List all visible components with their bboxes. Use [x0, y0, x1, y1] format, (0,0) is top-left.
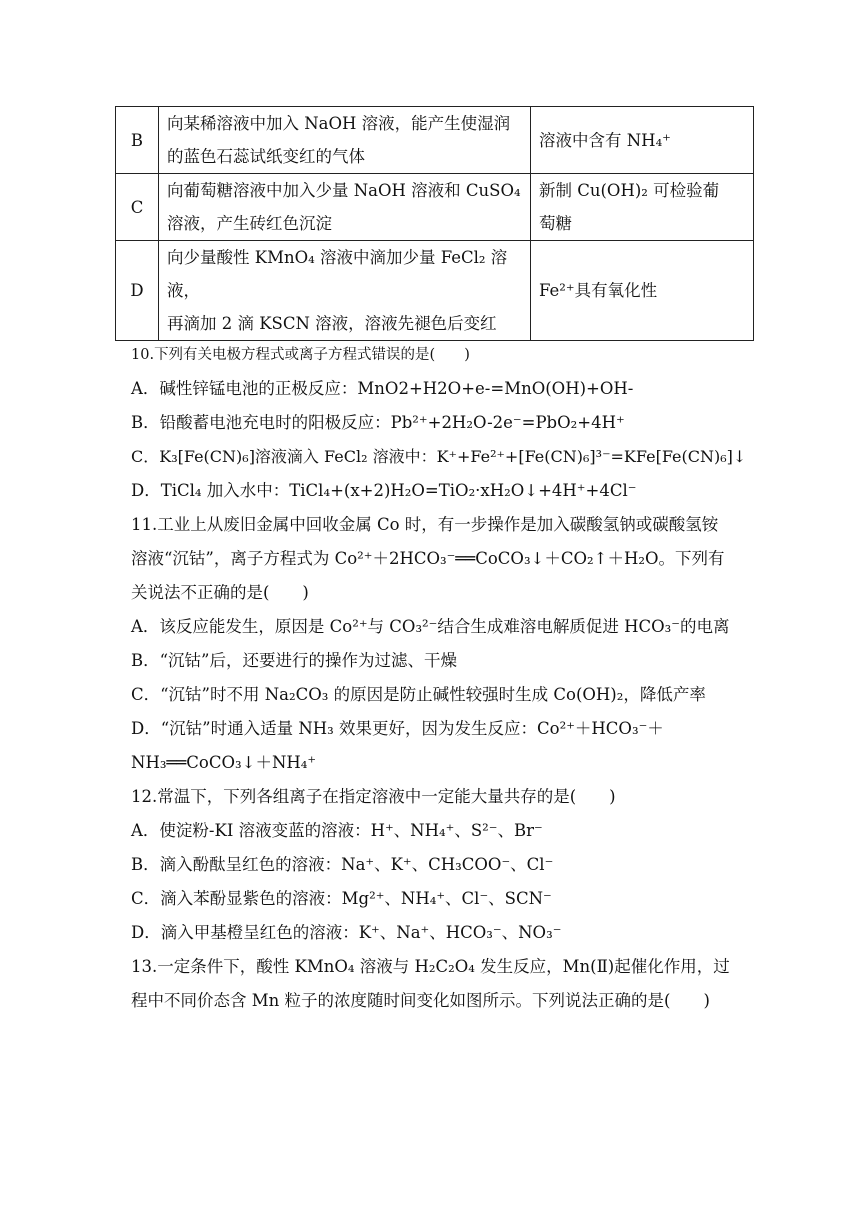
question-stem-text: 常温下，下列各组离子在指定溶液中一定能大量共存的是( )	[157, 787, 616, 806]
conclusion-line: Fe²⁺具有氧化性	[539, 281, 658, 300]
table-cell-option: B	[116, 107, 159, 174]
question-12-option-b: B．滴入酚酞呈红色的溶液：Na⁺、K⁺、CH₃COO⁻、Cl⁻	[131, 855, 554, 874]
question-stem-text: 下列有关电极方程式或离子方程式错误的是( )	[154, 347, 470, 363]
table-row	[116, 241, 754, 341]
questions-block	[131, 338, 747, 1018]
question-13-stem	[131, 950, 743, 984]
table-cell-operation	[159, 241, 531, 341]
operation-line: 向葡萄糖溶液中加入少量 NaOH 溶液和 CuSO₄	[167, 181, 521, 200]
question-13-stem-line-2: 程中不同价态含 Mn 粒子的浓度随时间变化如图所示。下列说法正确的是( )	[131, 991, 710, 1010]
table-row	[116, 107, 754, 174]
operation-line: 溶液，产生砖红色沉淀	[167, 214, 332, 233]
question-10-option-a: A．碱性锌锰电池的正极反应：MnO2+H2O+e-=MnO(OH)+OH-	[131, 379, 634, 398]
table-cell-operation	[159, 174, 531, 241]
question-11-stem-line-3: 关说法不正确的是( )	[131, 583, 309, 602]
operation-line: 再滴加 2 滴 KSCN 溶液，溶液先褪色后变红	[167, 314, 497, 333]
table-cell-option: D	[116, 241, 159, 341]
question-number: 10.	[131, 347, 155, 363]
question-11-stem-line-2: 溶液“沉钴”，离子方程式为 Co²⁺＋2HCO₃⁻══CoCO₃↓＋CO₂↑＋H₂O。下列有	[131, 549, 725, 568]
question-11-option-b: B．“沉钴”后，还要进行的操作为过滤、干燥	[131, 651, 457, 670]
table-cell-option: C	[116, 174, 159, 241]
table-cell-conclusion	[531, 174, 754, 241]
question-10-option-b: B．铅酸蓄电池充电时的阳极反应：Pb²⁺+2H₂O-2e⁻=PbO₂+4H⁺	[131, 413, 625, 432]
question-12-stem	[131, 780, 743, 814]
operation-line: 的蓝色石蕊试纸变红的气体	[167, 147, 365, 166]
conclusion-line: 新制 Cu(OH)₂ 可检验葡	[539, 181, 720, 200]
question-12-option-a: A．使淀粉-KI 溶液变蓝的溶液：H⁺、NH₄⁺、S²⁻、Br⁻	[131, 821, 543, 840]
question-stem-text: 工业上从废旧金属中回收金属 Co 时，有一步操作是加入碳酸氢钠或碳酸氢铵	[157, 515, 719, 534]
question-12-option-d: D．滴入甲基橙呈红色的溶液：K⁺、Na⁺、HCO₃⁻、NO₃⁻	[131, 923, 562, 942]
question-11-option-a: A．该反应能发生，原因是 Co²⁺与 CO₃²⁻结合生成难溶电解质促进 HCO₃⁻的电离	[131, 617, 730, 636]
experiment-table	[115, 106, 754, 341]
question-stem-text: 一定条件下，酸性 KMnO₄ 溶液与 H₂C₂O₄ 发生反应，Mn(Ⅱ)起催化作用，过	[157, 957, 730, 976]
table-row	[116, 174, 754, 241]
table-cell-conclusion	[531, 241, 754, 341]
question-number: 13.	[131, 957, 158, 976]
question-10-option-c: C．K₃[Fe(CN)₆]溶液滴入 FeCl₂ 溶液中：K⁺+Fe²⁺+[Fe(CN)₆]³⁻=KFe[Fe(CN)₆]↓	[131, 447, 747, 466]
question-12-option-c: C．滴入苯酚显紫色的溶液：Mg²⁺、NH₄⁺、Cl⁻、SCN⁻	[131, 889, 552, 908]
question-number: 12.	[131, 787, 158, 806]
table-cell-conclusion	[531, 107, 754, 174]
question-number: 11.	[131, 515, 158, 534]
question-10-stem	[131, 338, 743, 372]
question-11-option-d: D．“沉钴”时通入适量 NH₃ 效果更好，因为发生反应：Co²⁺＋HCO₃⁻＋	[131, 719, 664, 738]
conclusion-line: 萄糖	[539, 214, 572, 233]
question-10-option-d: D．TiCl₄ 加入水中：TiCl₄+(x+2)H₂O=TiO₂·xH₂O↓+4H⁺+4Cl⁻	[131, 481, 637, 500]
conclusion-line: 溶液中含有 NH₄⁺	[539, 130, 671, 150]
operation-line: 向少量酸性 KMnO₄ 溶液中滴加少量 FeCl₂ 溶液，	[167, 248, 508, 300]
question-11-option-c: C．“沉钴”时不用 Na₂CO₃ 的原因是防止碱性较强时生成 Co(OH)₂，降低产率	[131, 685, 706, 704]
operation-line: 向某稀溶液中加入 NaOH 溶液，能产生使湿润	[167, 114, 511, 133]
table-cell-operation	[159, 107, 531, 174]
question-11-option-d-cont: NH₃══CoCO₃↓＋NH₄⁺	[131, 753, 317, 772]
question-11-stem	[131, 508, 743, 542]
